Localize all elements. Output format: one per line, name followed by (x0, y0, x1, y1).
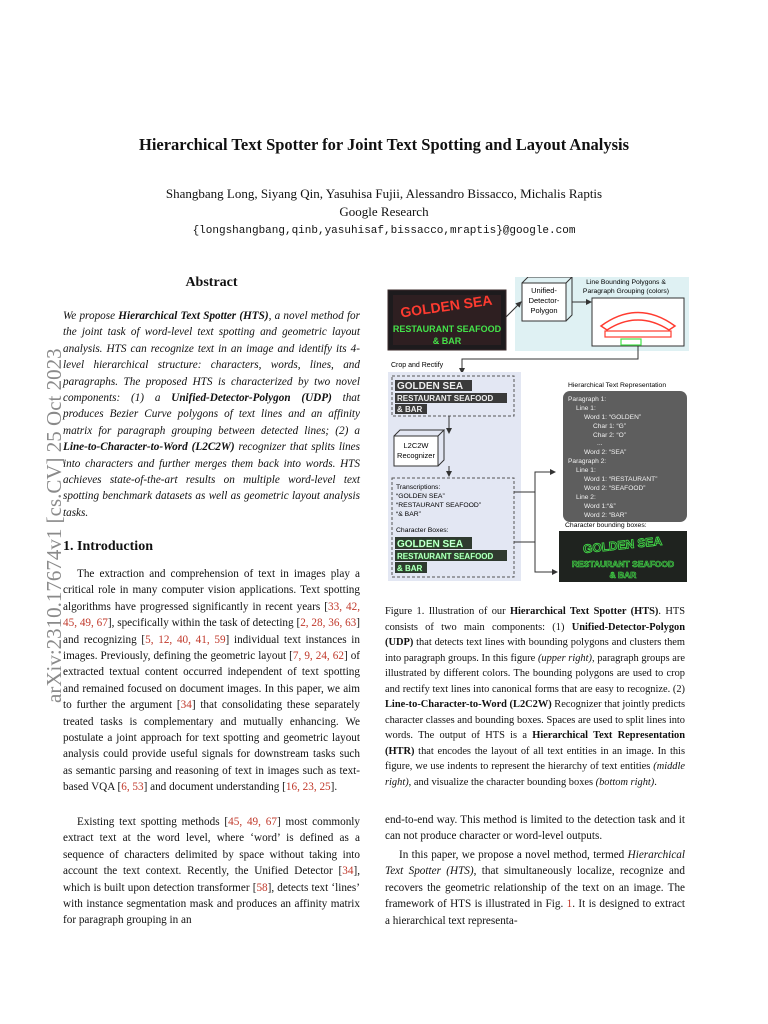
arxiv-stamp (6, 273, 66, 703)
sign-text-line2: RESTAURANT SEAFOOD (392, 324, 502, 334)
caption-text: . (654, 776, 657, 788)
body-text: ], specifically within the task of detecting [ (107, 617, 301, 630)
body-text: ] of extracted textual content occurred independent of text spotting and remained focused on document images. In this paper, we aim to further the argument [ (63, 650, 361, 712)
abstract-text: that produces Bezier Curve polygons of text lines and an affinity matrix for paragraph grouping between detected lines; (2) a (63, 392, 361, 437)
citation-link[interactable]: 5, 12, 40, 41, 59 (145, 633, 226, 646)
htr-line: Word 1: “RESTAURANT” (584, 476, 658, 483)
citation-link[interactable]: 34 (180, 699, 192, 712)
caption-italic: (upper right) (537, 652, 592, 664)
char-bbox-photo (559, 531, 687, 582)
abstract-text: recognizer that splits lines into characters and further merges them back into words. HTS achieves state-of-the-art results on multiple word-level text spotting benchmark datasets as well as geometric layout analysis tasks. (63, 441, 361, 519)
crop-label: Crop and Rectify (391, 362, 444, 369)
htr-line: Word 1: “GOLDEN” (584, 414, 642, 421)
transcription-item: “GOLDEN SEA” (396, 493, 445, 500)
intro-paragraph-1 (63, 566, 360, 796)
cropped-line-1: GOLDEN SEA (397, 381, 464, 392)
caption-emph: Line-to-Character-to-Word (L2C2W) (385, 699, 552, 710)
body-italic: Hierarchical Text Spotter (HTS) (385, 849, 685, 878)
char-box-line-2: RESTAURANT SEAFOOD (397, 552, 494, 561)
udp-label: Polygon (530, 306, 558, 315)
htr-line: Word 2: “SEAFOOD” (584, 485, 646, 492)
caption-emph: Hierarchical Text Spotter (HTS) (509, 606, 659, 617)
body-text: ] that consolidating these separately treated tasks is complementary and mutually enhancing. We postulate a joint approach for text spotting and geometric layout analysis could provide useful signals for downstream tasks such as semantic parsing and reasoning of text in images such as text-based VQA [ (63, 699, 360, 794)
caption-italic: (middle right) (385, 761, 685, 788)
body-text: The extraction and comprehension of text in images play a critical role in many computer vision applications. Text spotting algorithms have progressed significantly in recent years [ (63, 568, 360, 613)
figure-1-diagram (385, 277, 689, 582)
caption-emph: Hierarchical Text Representation (HTR) (385, 730, 685, 757)
figure-1-caption (385, 604, 685, 790)
citation-link[interactable]: 7, 9, 24, 62 (292, 650, 344, 663)
char-boxes-heading: Character Boxes: (396, 527, 449, 534)
char-bbox-line-2: RESTAURANT SEAFOOD (571, 559, 675, 569)
caption-emph: Unified-Detector-Polygon (UDP) (385, 621, 685, 648)
caption-text: that encodes the layout of all text entities in an image. In this figure, we use indents to represent the hierarchy of text entities (385, 745, 685, 772)
udp-label: Detector- (528, 296, 560, 305)
l2c2w-label: Recognizer (397, 451, 435, 460)
htr-line: Line 1: (576, 467, 596, 474)
caption-text: that detects text lines with bounding polygons and clusters them into paragraph groups. In this figure (385, 637, 685, 664)
author-list: Shangbang Long, Siyang Qin, Yasuhisa Fujii, Alessandro Bissacco, Michalis Raptis (165, 186, 603, 201)
affiliation: Google Research (339, 204, 429, 219)
transcriptions-heading: Transcriptions: (396, 484, 441, 491)
abstract-text: , a novel method for the joint task of word-level text spotting and geometric layout analysis. HTS can recognize text in an image and identify its 4-level hierarchical structure: characters, words, lines, and paragraphs. The proposed HTS is characterized by two novel components: (1) a (63, 310, 360, 405)
l2c2w-label: L2C2W (403, 441, 429, 450)
body-text: , that simultaneously localize, recognize and recovers the geometric relationship of the text on an image. The framework of HTS is illustrated in Fig. (385, 865, 685, 911)
htr-line: Paragraph 2: (568, 458, 607, 465)
body-text: Existing text spotting methods [ (77, 816, 229, 828)
caption-text: . HTS consists of two main components: (1) (385, 606, 685, 633)
author-emails: {longshangbang,qinb,yasuhisaf,bissacco,mraptis}@google.com (192, 225, 576, 237)
body-text: . It is designed to extract a hierarchical text representa- (385, 898, 686, 927)
sign-text-line3: & BAR (432, 336, 462, 346)
char-bbox-line-3: & BAR (609, 570, 637, 580)
char-box-line-1: GOLDEN SEA (397, 539, 464, 550)
body-text: ] most commonly extract text at the word level, where ‘word’ is defined as a sequence of characters delimited by space without taking into account the text context. Recently, the Unified Detector [ (63, 816, 361, 878)
polygon-label: Paragraph Grouping (colors) (582, 288, 670, 295)
htr-heading: Hierarchical Text Representation (568, 382, 667, 389)
body-text: ]. (330, 781, 338, 794)
body-text: ] and document understanding [ (143, 781, 286, 794)
htr-line: Word 2: “BAR” (584, 512, 627, 519)
abstract-heading: Abstract (185, 275, 238, 290)
citation-link[interactable]: 34 (342, 865, 354, 878)
char-bbox-heading: Character bounding boxes: (565, 522, 647, 529)
section-heading: 1. Introduction (63, 539, 153, 554)
abstract-emph: Hierarchical Text Spotter (HTS) (118, 310, 269, 322)
abstract-body (63, 308, 360, 521)
abstract-emph: Line-to-Character-to-Word (L2C2W) (63, 441, 235, 454)
citation-link[interactable]: 33, 42, 45, 49, 67 (63, 600, 361, 630)
caption-text: Recognizer that jointly predicts character classes and bounding boxes. Spaces are used to split lines into words. The output of HTS is a (385, 699, 686, 741)
input-sign-photo (388, 290, 506, 350)
arxiv-stamp-text: arXiv:2310.17674v1 [cs.CV] 25 Oct 2023 (42, 348, 66, 703)
citation-link[interactable]: 2, 28, 36, 63 (300, 617, 357, 630)
htr-line: Word 2: “SEA” (584, 449, 627, 456)
abstract-emph: Unified-Detector-Polygon (UDP) (171, 392, 332, 405)
caption-text: , paragraph groups are illustrated by different colors. The bounding polygons are used to crop and rectify text lines into canonical forms that are easy to recognize. (2) (385, 652, 685, 695)
udp-block (506, 277, 689, 351)
htr-line: Paragraph 1: (568, 396, 607, 403)
sign-text-line1: GOLDEN SEA (399, 291, 494, 321)
paper-title: Hierarchical Text Spotter for Joint Text Spotting and Layout Analysis (138, 135, 630, 154)
body-text: In this paper, we propose a novel method, termed (399, 849, 628, 861)
htr-line: Char 2: “O” (593, 432, 626, 439)
citation-link[interactable]: 45, 49, 67 (228, 816, 277, 828)
body-text: ], detects text ‘lines’ with instance segmentation mask and produces an affinity matrix for paragraph grouping in an (63, 881, 360, 927)
htr-line: Char 1: “G” (593, 423, 626, 430)
transcription-item: “& BAR” (396, 511, 421, 518)
body-text: ] and recognizing [ (63, 617, 361, 646)
caption-italic: (bottom right) (595, 776, 655, 788)
cropped-line-3: & BAR (397, 405, 423, 414)
body-paragraph (385, 847, 685, 929)
body-text: ] individual text instances in images. Previously, defining the geometric layout [ (63, 633, 360, 663)
polygon-label: Line Bounding Polygons & (586, 279, 666, 286)
citation-link[interactable]: 16, 23, 25 (285, 781, 331, 794)
htr-line: Line 2: (576, 494, 596, 501)
abstract-text: We propose (63, 310, 119, 322)
htr-line: Word 1:“&” (584, 503, 616, 510)
body-paragraph: end-to-end way. This method is limited to the detection task and it can not produce character or word-level outputs. (385, 814, 685, 843)
htr-line: Line 1: (576, 405, 596, 412)
htr-line: ... (597, 440, 603, 447)
cropped-line-2: RESTAURANT SEAFOOD (397, 394, 494, 403)
char-bbox-line-1: GOLDEN SEA (582, 533, 663, 557)
udp-label: Unified- (531, 286, 557, 295)
caption-text: , and visualize the character bounding boxes (408, 776, 596, 788)
char-box-line-3: & BAR (397, 564, 423, 573)
transcription-item: “RESTAURANT SEAFOOD” (396, 502, 482, 509)
citation-link[interactable]: 6, 53 (121, 781, 144, 794)
intro-paragraph-2 (63, 814, 360, 929)
citation-link[interactable]: 58 (256, 881, 268, 894)
body-text: ], which is built upon detection transformer [ (63, 865, 360, 894)
figure-link[interactable]: 1 (566, 898, 573, 911)
caption-text: Figure 1. Illustration of our (385, 606, 510, 617)
